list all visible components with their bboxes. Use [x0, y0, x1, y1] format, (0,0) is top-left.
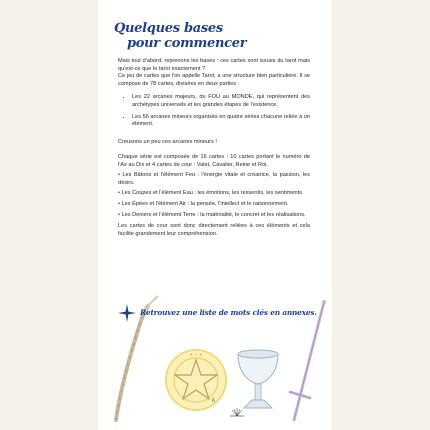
- chalice-icon: [238, 350, 278, 408]
- suit-line-coupes: • Les Coupes et l'élément Eau : les émotions, les ressentis, les sentiments.: [118, 190, 304, 197]
- callout-text: Retrouvez une liste de mots clés en annexes.: [140, 308, 317, 317]
- page-number: 6: [212, 398, 215, 404]
- parts-list: [118, 94, 310, 128]
- suit-line-epees: • Les Épées et l'élément Air : la pensée, l'intellect et le raisonnement.: [118, 200, 289, 207]
- book-page: [98, 0, 332, 430]
- svg-text:✦ ✧ ✦: ✦ ✧ ✦: [189, 352, 203, 357]
- list-item-minor-arcana: • Les 56 arcanes mineurs organisés en quatre séries chacune reliée à un élément.: [132, 114, 310, 129]
- body-text: [118, 58, 310, 246]
- list-item-major-arcana: • Les 22 arcanes majeurs, du FOU au MONDE, qui représentent des archétypes universels et les grandes étapes de l'existence.: [132, 94, 310, 109]
- title-line-2: pour commencer: [127, 36, 247, 51]
- four-point-star-icon: [118, 304, 136, 322]
- pentacle-icon: [166, 350, 226, 410]
- sun-ornament-icon: [230, 408, 244, 416]
- minor-heading: Creusons un peu ces arcanes mineurs !: [118, 138, 217, 145]
- title-line-1: Quelques bases: [114, 21, 223, 36]
- annex-callout: [118, 304, 318, 322]
- intro-paragraph-2: Ce jeu de cartes que l'on appelle Tarot, a une structure bien particulière. Il se compose de 78 cartes, divisées en deux parties :: [118, 73, 310, 87]
- suit-line-deniers: • Les Deniers et l'élément Terre : la matérialité, le concret et les réalisations.: [118, 211, 306, 218]
- series-paragraph: Chaque série est composée de 16 cartes : 10 cartes portant le numéro de l'As au Dix et 4 cartes de cour : Valet, Cavalier, Reine et Roi.: [118, 153, 310, 168]
- suit-line-batons: • Les Bâtons et l'élément Feu : l'énergie vitale et créatrice, la passion, les désirs.: [118, 172, 310, 186]
- intro-paragraph-1: Mais tout d'abord, reprenons les bases : ces cartes sont issues du tarot mais qu'est-ce que le tarot exactement ?: [118, 58, 310, 72]
- page-title: [114, 21, 246, 51]
- conclusion-paragraph: Les cartes de cour sont donc directement reliées à ces éléments et cela facilite grandement leur compréhension.: [118, 223, 310, 237]
